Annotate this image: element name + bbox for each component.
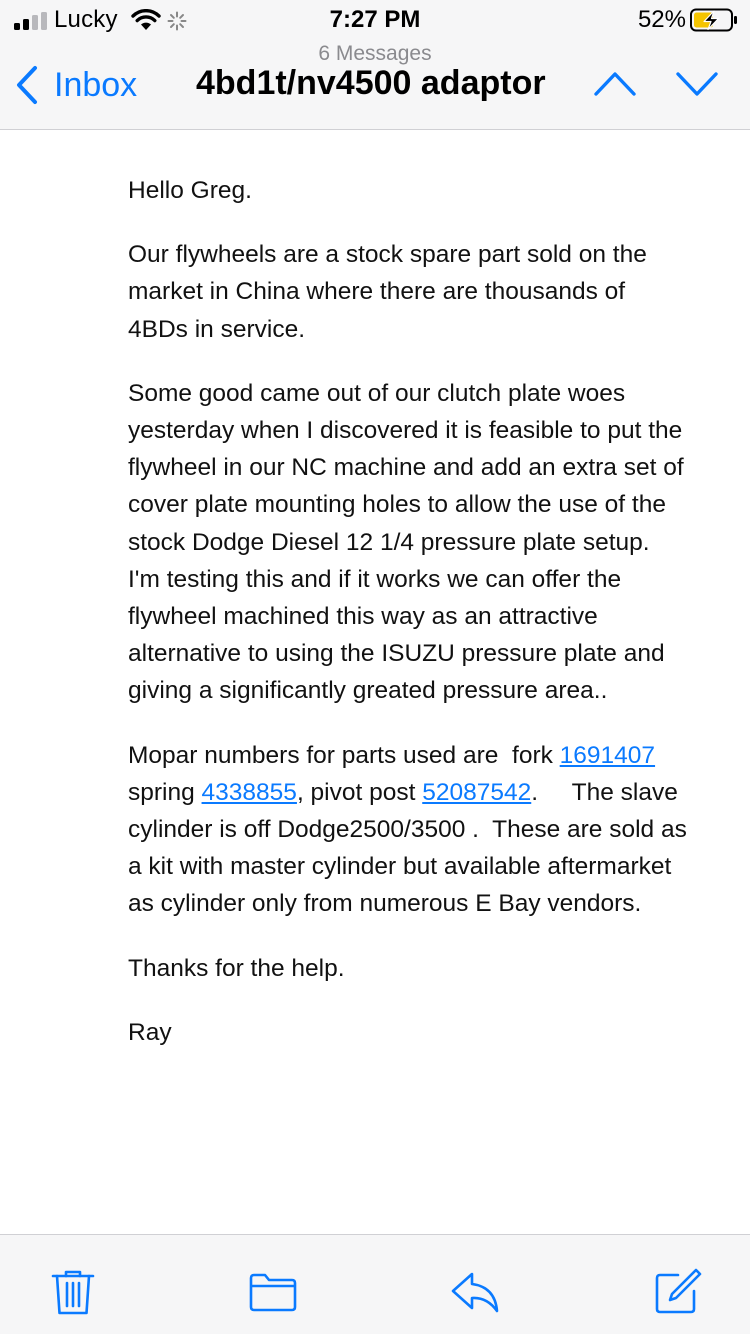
spring-part-link[interactable]: 4338855 <box>201 778 297 806</box>
status-time: 7:27 PM <box>329 6 421 33</box>
message-count: 6 Messages <box>318 42 432 65</box>
email-paragraph: Some good came out of our clutch plate woes yesterday when I discovered it is feasible to put the flywheel in our NC machine and add an extra set of cover plate mounting holes to allow the use of the stock Dodge Diesel 12 1/4 pressure plate setup. I'm testing this and if it works we can offer the flywheel machined this way as an attractive alternative to using the ISUZU pressure plate and giving a significantly greated pressure area.. <box>128 379 691 705</box>
fork-part-link[interactable]: 1691407 <box>559 741 656 769</box>
chevron-left-icon <box>14 65 40 105</box>
top-bar <box>0 0 750 130</box>
pivot-post-part-link[interactable]: 52087542 <box>422 778 532 806</box>
email-greeting: Hello Greg. <box>128 177 252 204</box>
battery-percent: 52% <box>637 6 686 33</box>
status-bar <box>0 0 750 40</box>
back-to-inbox-button[interactable] <box>14 62 137 108</box>
compose-icon[interactable] <box>652 1267 702 1317</box>
email-paragraph: Our flywheels are a stock spare part sold on the market in China where there are thousands of 4BDs in service. <box>128 241 654 343</box>
email-body <box>128 172 694 1078</box>
trash-icon[interactable] <box>48 1267 98 1317</box>
paragraph-text: . The slave cylinder is off Dodge2500/3500 . These are sold as a kit with master cylinder but available aftermarket as cylinder only from numerous E Bay vendors. <box>128 778 694 918</box>
email-subject: 4bd1t/nv4500 adaptor <box>196 64 546 102</box>
bottom-toolbar <box>0 1234 750 1334</box>
paragraph-text: Mopar numbers for parts used are fork <box>128 741 560 769</box>
email-signature: Ray <box>128 1018 172 1046</box>
previous-message-button[interactable] <box>590 64 640 104</box>
folder-icon[interactable] <box>248 1267 298 1317</box>
reply-icon[interactable] <box>450 1267 500 1317</box>
email-thanks: Thanks for the help. <box>128 954 345 982</box>
email-paragraph-parts <box>128 737 694 923</box>
carrier-name: Lucky <box>54 6 118 33</box>
paragraph-text: spring <box>128 741 662 806</box>
back-label: Inbox <box>54 65 138 104</box>
battery-charging-icon <box>690 8 738 32</box>
paragraph-text: , pivot post <box>296 778 423 806</box>
next-message-button[interactable] <box>672 64 722 104</box>
